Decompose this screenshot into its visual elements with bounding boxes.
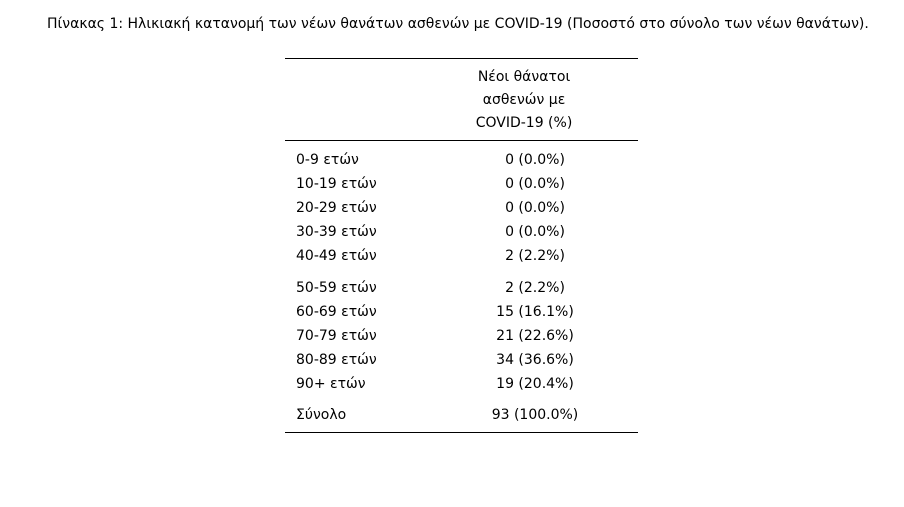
table-row (285, 348, 638, 372)
deaths-value: 34 (36.6%) (496, 352, 574, 368)
column-header-new-deaths (469, 66, 579, 135)
table-bottom-rule (285, 432, 638, 433)
deaths-value: 0 (0.0%) (505, 200, 565, 216)
table-row (285, 372, 638, 396)
age-group-label: 20-29 ετών (296, 200, 377, 216)
deaths-value: 2 (2.2%) (505, 248, 565, 264)
age-distribution-table (285, 58, 638, 433)
total-value: 93 (100.0%) (491, 407, 579, 423)
deaths-value: 2 (2.2%) (505, 280, 565, 296)
deaths-value: 19 (20.4%) (496, 376, 574, 392)
table-row (285, 276, 638, 300)
table-row (285, 220, 638, 244)
deaths-value: 15 (16.1%) (496, 304, 574, 320)
table-row (285, 196, 638, 220)
age-group-label: 30-39 ετών (296, 224, 377, 240)
column-header-line-1: Νέοι θάνατοι (477, 69, 571, 85)
deaths-value: 0 (0.0%) (505, 176, 565, 192)
age-group-label: 40-49 ετών (296, 248, 377, 264)
deaths-value: 0 (0.0%) (505, 224, 565, 240)
column-header-line-3: COVID-19 (%) (475, 115, 573, 131)
age-group-label: 50-59 ετών (296, 280, 377, 296)
total-label: Σύνολο (296, 407, 347, 423)
column-header-line-2: ασθενών με (482, 92, 566, 108)
table-row (285, 300, 638, 324)
deaths-value: 0 (0.0%) (505, 152, 565, 168)
table-row (285, 244, 638, 268)
age-group-label: 0-9 ετών (296, 152, 359, 168)
age-group-label: 10-19 ετών (296, 176, 377, 192)
age-group-label: 80-89 ετών (296, 352, 377, 368)
age-group-label: 60-69 ετών (296, 304, 377, 320)
table-row (285, 324, 638, 348)
deaths-value: 21 (22.6%) (496, 328, 574, 344)
table-row (285, 148, 638, 172)
table-caption: Πίνακας 1: Ηλικιακή κατανομή των νέων θανάτων ασθενών με COVID-19 (Ποσοστό στο σύνολο των νέων θανάτων). (47, 16, 869, 32)
table-total-row (285, 403, 638, 427)
table-header (285, 59, 638, 140)
age-group-label: 70-79 ετών (296, 328, 377, 344)
table-row (285, 172, 638, 196)
age-group-label: 90+ ετών (296, 376, 366, 392)
